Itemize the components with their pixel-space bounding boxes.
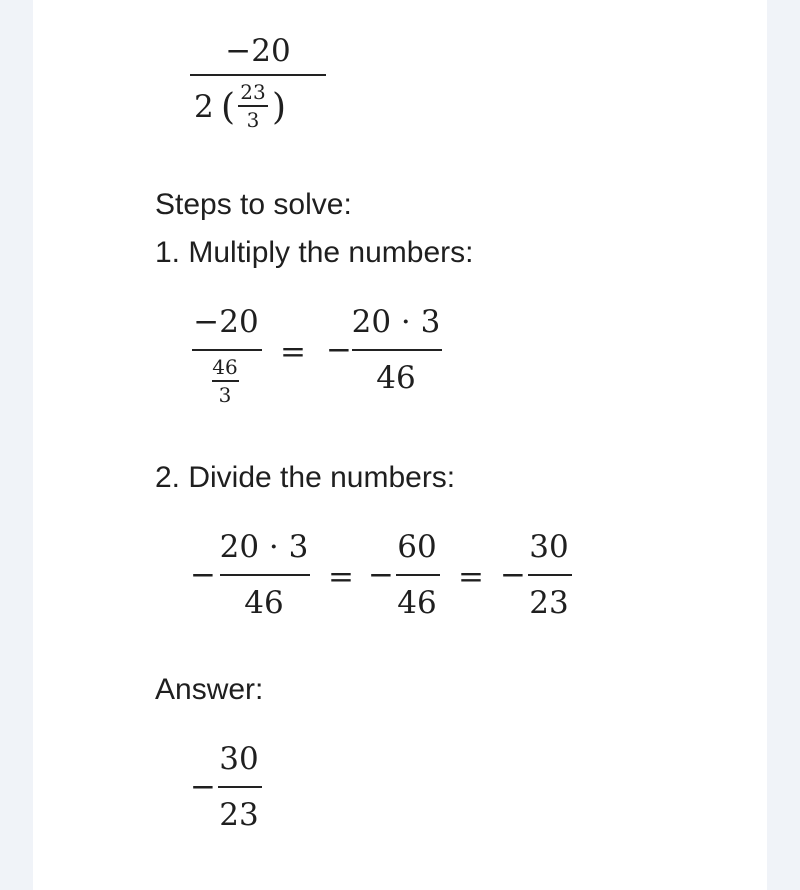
problem-inner-bar [238,105,268,107]
problem-den-coef: 2 [194,89,214,125]
step2-f1-numerator: 20 · 3 [219,529,309,565]
solution-card [33,0,767,890]
answer-numerator: 30 [219,741,259,777]
answer-fraction-bar [218,786,262,788]
step1-lhs-inner-bar [212,380,239,382]
step1-equals: = [280,334,306,370]
step2-f3-bar [528,574,572,576]
step1-lhs-numerator: −20 [193,304,259,340]
problem-inner-den: 3 [246,108,260,132]
step2-equation [188,530,648,630]
step2-equals-1: = [328,559,354,595]
step2-label: 2. Divide the numbers: [155,461,456,494]
step1-negative: − [326,332,352,368]
problem-fraction-bar [190,74,326,76]
step2-f1-denominator: 46 [244,585,284,621]
step1-label: 1. Multiply the numbers: [155,236,474,269]
problem-lparen: ( [221,87,236,128]
step2-equals-2: = [458,559,484,595]
problem-numerator: −20 [225,33,291,69]
step2-f3-numerator: 30 [529,529,569,565]
step1-rhs-bar [352,349,442,351]
step1-lhs-bar [192,349,262,351]
answer-denominator: 23 [219,797,259,833]
step2-negative-1: − [190,557,216,593]
step2-f1-bar [220,574,310,576]
answer-label: Answer: [155,673,264,706]
step2-f2-bar [396,574,440,576]
step1-lhs-den-den: 3 [218,383,232,407]
answer-negative: − [190,769,216,805]
step1-rhs-numerator: 20 · 3 [351,304,441,340]
step1-rhs-denominator: 46 [376,360,416,396]
step1-lhs-den-num: 46 [212,355,238,379]
step2-negative-2: − [368,557,394,593]
step1-equation [188,305,608,415]
step2-f3-denominator: 23 [529,585,569,621]
steps-heading: Steps to solve: [155,188,352,221]
step2-f2-numerator: 60 [397,529,437,565]
problem-expression [188,30,328,140]
step2-f2-denominator: 46 [397,585,437,621]
problem-inner-num: 23 [240,80,266,104]
answer-expression [188,742,308,842]
problem-rparen: ) [272,87,287,128]
step2-negative-3: − [500,557,526,593]
